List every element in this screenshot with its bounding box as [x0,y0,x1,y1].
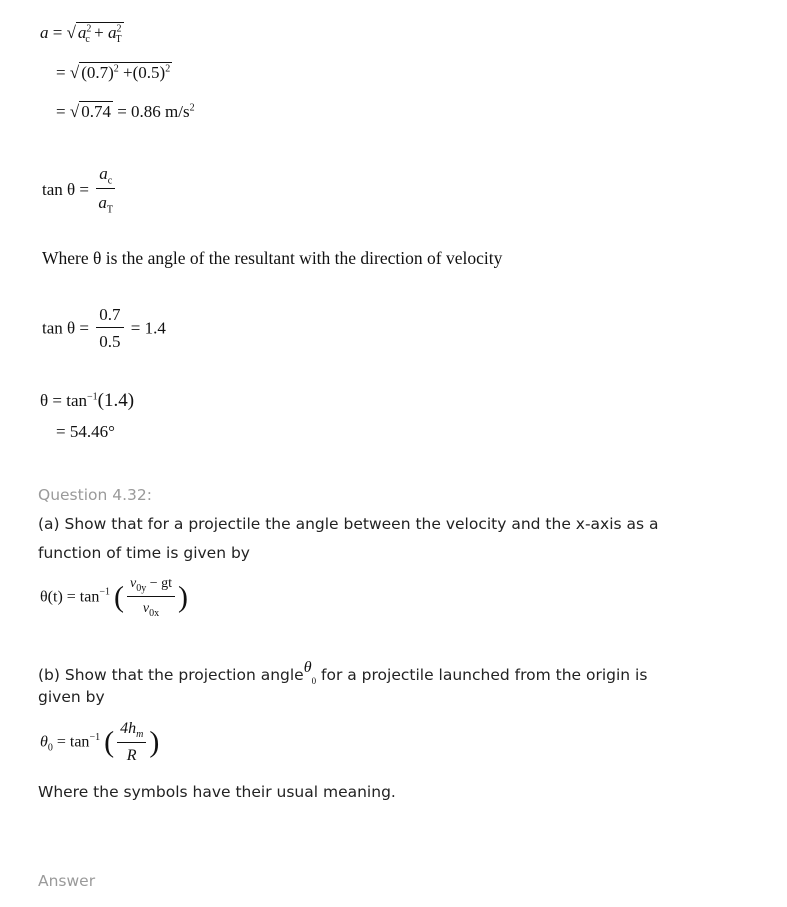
sup: 2 [165,63,171,75]
equals: = [56,102,66,121]
part-a-line-1: (a) Show that for a projectile the angle between the velocity and the x-axis as a [38,515,659,533]
equation-line-2: = √ $(0.7)^2 +(0.5)^2$ [56,63,171,82]
lhs: θ [40,733,48,751]
paren-open: ( [104,725,115,759]
sqrt-expression [79,62,172,83]
denominator: 0.5 [99,332,121,351]
var: 4h [120,720,137,737]
theta-result: = 54.46° [56,422,115,441]
sub: T [106,204,114,216]
var: v [142,600,150,616]
fraction [117,720,146,765]
fraction [127,576,175,619]
paren-close: ) [149,725,160,759]
denominator: a [98,193,107,213]
sub: 0y [136,582,147,594]
sup: −1 [87,391,98,403]
sub: c [85,34,90,46]
lhs: tan θ = [42,318,89,338]
text: for a projectile launched from the origin is [316,666,648,684]
question-label: Question 4.32: [38,486,152,504]
var: a [77,23,87,42]
sub: 0x [149,607,160,619]
equation-resultant-acceleration: a = √ $a^2_c + a^2_T$ [40,23,122,46]
lhs: θ = tan [40,391,87,410]
sup: 2 [113,63,119,75]
var-a: a [40,23,49,42]
lhs: θ(t) = tan [40,588,100,606]
sub: 0 [311,676,317,687]
term: (0.7) [81,63,114,82]
formula-a [40,576,188,619]
numerator: 0.7 [96,305,123,328]
where-statement: Where θ is the angle of the resultant with the direction of velocity [42,248,503,268]
paren-close: ) [178,580,188,614]
sub: T [115,34,122,46]
result: = 0.86 m/s [117,102,190,121]
op: + [94,23,104,42]
equals: = tan [52,733,90,751]
op: + [123,63,133,82]
fraction [96,164,115,216]
rhs: = 1.4 [130,318,166,338]
sqrt-expression [76,22,124,45]
part-b-line-1 [38,659,647,686]
denominator: R [126,747,137,765]
equation-line-3: = √ 0.74 = 0.86 $m/s^2$ [56,102,195,121]
text: (b) Show that the projection angle [38,666,304,684]
part-b-line-2: given by [38,688,105,706]
argument: (1.4) [97,390,135,411]
term: (0.5) [132,63,166,82]
sup: −1 [99,586,110,598]
var: v [129,576,137,591]
rest: − gt [146,576,172,591]
equation-theta [40,390,134,412]
sup: 2 [86,23,92,35]
answer-label: Answer [38,872,96,890]
paren-open: ( [113,580,124,614]
numerator: a [99,164,108,183]
sub: 0 [47,742,53,754]
equation-tan-theta [42,164,118,216]
part-a-line-2: function of time is given by [38,544,250,562]
equals: = [56,63,66,82]
fraction [96,305,123,352]
closing-text: Where the symbols have their usual meaning. [38,783,396,801]
sub: m [136,729,144,741]
formula-b [40,720,159,765]
equation-tan-value [42,305,166,352]
lhs: tan θ = [42,179,89,199]
var: a [107,23,117,42]
sqrt-expression: 0.74 [81,102,111,121]
sup: −1 [89,731,101,743]
sup: 2 [116,23,122,35]
sub: c [107,175,113,187]
sup: 2 [189,102,195,114]
theta-symbol: θ [303,659,312,676]
